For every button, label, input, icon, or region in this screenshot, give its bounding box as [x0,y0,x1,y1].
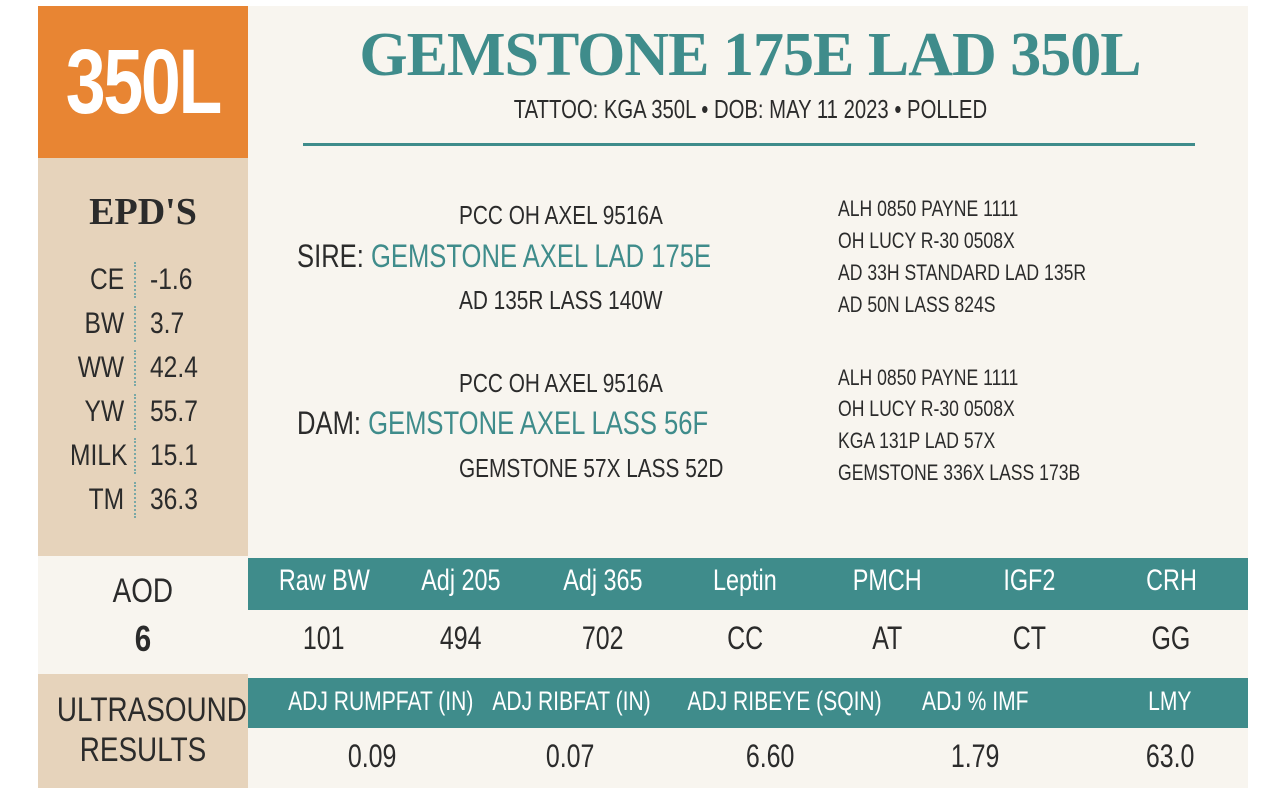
ultrasound-header: ADJ RIBEYE (SQIN) [687,686,882,716]
epd-divider [134,306,138,342]
lot-number-badge: 350L [38,6,248,158]
epd-row-tm [56,478,236,522]
ultrasound-header: ADJ RUMPFAT (IN) [288,686,474,716]
epd-list [56,258,236,522]
performance-value: CC [726,620,764,656]
epd-row-yw [56,390,236,434]
ultrasound-value: 0.07 [545,738,595,774]
epd-divider [134,262,138,298]
dam-label: DAM: [297,405,361,441]
ultrasound-label: ULTRASOUND RESULTS [56,691,247,769]
dam-dam: GEMSTONE 57X LASS 52D [459,453,724,483]
animal-meta: TATTOO: KGA 350L • DOB: MAY 11 2023 • POLLED [513,94,987,124]
sire-dam: AD 135R LASS 140W [459,285,663,315]
performance-header: Adj 205 [421,564,501,597]
epd-row-ww [56,346,236,390]
epd-divider [134,482,138,518]
ultrasound-value: 0.09 [347,738,397,774]
performance-value: AT [871,620,903,656]
performance-header: Raw BW [278,564,370,597]
dam-sire: PCC OH AXEL 9516A [459,368,663,398]
sire-name: GEMSTONE AXEL LAD 175E [370,238,712,274]
aod-value: 6 [134,618,152,659]
sire-sire: PCC OH AXEL 9516A [459,200,663,230]
performance-value: 494 [440,620,482,656]
epd-label: CE [89,263,125,296]
sire-grandparent: AD 33H STANDARD LAD 135R [838,260,1087,285]
sire-grandparent: ALH 0850 PAYNE 1111 [838,196,1019,221]
performance-value: 702 [582,620,624,656]
dam-grandparent: KGA 131P LAD 57X [838,428,996,453]
epd-value: 55.7 [150,395,198,428]
epd-row-bw [56,302,236,346]
animal-name: GEMSTONE 175E LAD 350L [359,21,1141,89]
epd-label: BW [84,307,125,340]
epd-label: WW [77,351,125,384]
ultrasound-header: ADJ RIBFAT (IN) [492,686,651,716]
epd-value: -1.6 [150,263,193,296]
sire-label: SIRE: [297,238,364,274]
epd-label: YW [84,395,125,428]
epd-title: EPD'S [89,191,197,233]
dam-line [297,405,811,442]
ultrasound-value: 1.79 [950,738,1000,774]
epd-row-milk [56,434,236,478]
performance-header: Adj 365 [563,564,643,597]
epd-row-ce [56,258,236,302]
performance-value: 101 [303,620,345,656]
dam-grandparent: GEMSTONE 336X LASS 173B [838,460,1081,485]
aod-label: AOD [112,572,174,610]
epd-value: 42.4 [150,351,198,384]
performance-value: CT [1012,620,1046,656]
epd-value: 15.1 [150,439,198,472]
dam-name: GEMSTONE AXEL LASS 56F [368,405,709,441]
ultrasound-value: 63.0 [1145,738,1195,774]
dam-grandparent: ALH 0850 PAYNE 1111 [838,365,1019,390]
sire-grandparent: AD 50N LASS 824S [838,292,996,317]
epd-label: MILK [70,439,128,472]
performance-header: PMCH [852,564,922,597]
performance-header: CRH [1145,564,1197,597]
epd-divider [134,438,138,474]
epd-value: 3.7 [150,307,185,340]
dam-grandparent: OH LUCY R-30 0508X [838,396,1015,421]
sire-line [297,238,815,275]
ultrasound-header: LMY [1148,686,1192,716]
epd-divider [134,350,138,386]
header-divider [303,143,1195,146]
epd-divider [134,394,138,430]
performance-header: Leptin [713,564,777,597]
ultrasound-header: ADJ % IMF [921,686,1029,716]
performance-header: IGF2 [1002,564,1056,597]
epd-label: TM [88,483,125,516]
sire-grandparent: OH LUCY R-30 0508X [838,228,1015,253]
epd-value: 36.3 [150,483,198,516]
ultrasound-value: 6.60 [745,738,795,774]
performance-value: GG [1151,620,1191,656]
